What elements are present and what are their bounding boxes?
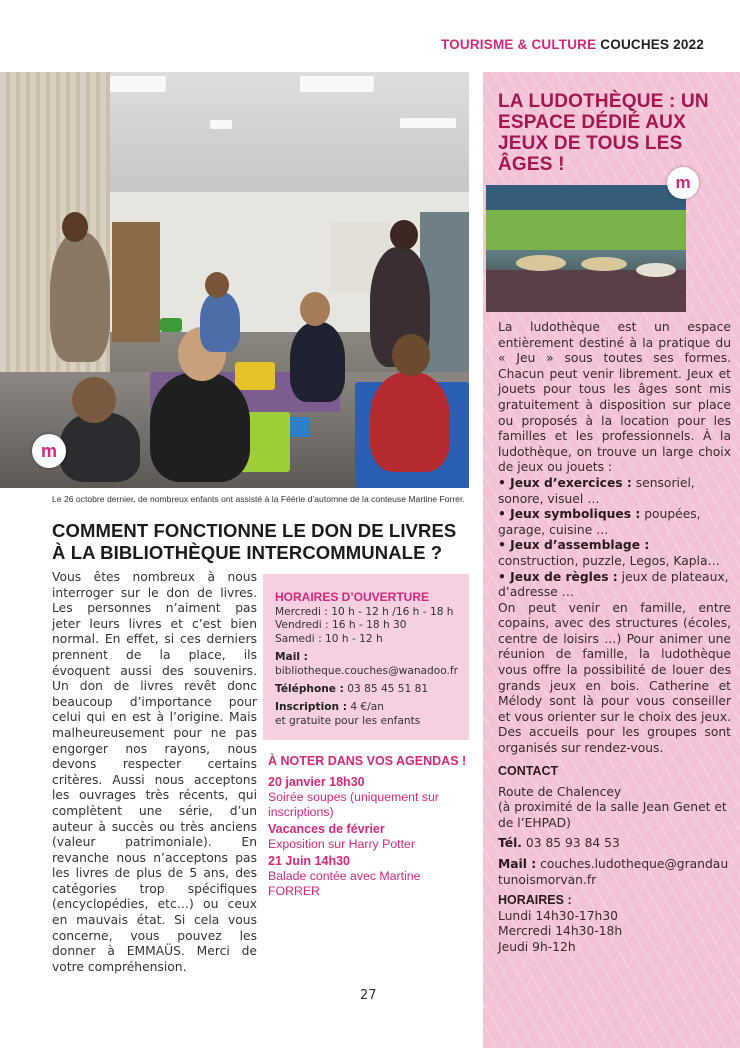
phone-value: 03 85 45 51 81 <box>347 683 429 696</box>
signup-label: Inscription : <box>275 701 347 714</box>
hours-wednesday: Mercredi : 10 h - 12 h /16 h - 18 h <box>275 606 454 618</box>
signup-value: 4 €/an <box>350 701 384 714</box>
item-label: • Jeux symboliques : <box>498 507 641 522</box>
agenda-section <box>268 754 473 901</box>
item-text: sensoriel, sonore, visuel … <box>498 475 695 506</box>
hours-signup <box>275 701 469 714</box>
event-date: Vacances de février <box>268 821 385 836</box>
list-item <box>498 538 731 569</box>
ludotheque-body <box>498 320 731 757</box>
contact-mail-label: Mail : <box>498 856 537 871</box>
hours-saturday: Samedi : 10 h - 12 h <box>275 632 383 645</box>
mail-label: Mail : <box>275 651 308 664</box>
ludotheque-logo: m <box>667 167 699 199</box>
contact-phone-label: Tél. <box>498 836 522 851</box>
contact-hours-line: Lundi 14h30-17h30 <box>498 908 618 923</box>
contact-phone-value: 03 85 93 84 53 <box>525 836 620 851</box>
mail-value[interactable]: bibliotheque.couches@wanadoo.fr <box>275 664 458 677</box>
item-text: poupées, garage, cuisine … <box>498 507 701 537</box>
library-photo <box>0 72 469 488</box>
header-location: COUCHES 2022 <box>600 37 704 52</box>
contact-phone <box>498 836 731 852</box>
photo-caption: Le 26 octobre dernier, de nombreux enfants ont assisté à la Féérie d’automne de la conteuse Martine Forrer. <box>52 494 465 504</box>
hours-phone <box>275 683 469 696</box>
opening-hours-box <box>263 574 469 740</box>
ludotheque-photo <box>486 185 686 312</box>
list-item <box>498 476 731 507</box>
event-desc: Balade contée avec Martine FORRER <box>268 868 421 898</box>
item-label: • Jeux d’exercices : <box>498 475 632 490</box>
article-body: Vous êtes nombreux à nous interroger sur le don de livres. Les personnes n’aiment pas jeter leurs livres et c’est bien normal. En effet, si ces derniers prennent de la place, ils évoquent aussi des souvenirs. Un don de livres revêt donc beaucoup d’importance pour celui qui en est à l’origine. Mais malheureusement pour ne pas engorger nos rayons, nous devons respecter certains critères. Aussi nous acceptons les ouvrages très récents, qui complètent une série, d’un auteur à succès ou très anciens (valeur patrimoniale). En revanche nous n’acceptons pas les livres de plus de 5 ans, des catégories trop spécifiques (encyclopédies, etc…) ou ceux en mauvais état. Si cela vous concerne, vous pouvez les donner à EMMAÜS. Merci de votre compréhension. <box>52 570 257 974</box>
item-label: • Jeux d’assemblage : <box>498 538 650 553</box>
event-desc: Soirée soupes (uniquement sur inscriptions) <box>268 789 439 819</box>
agenda-title: À NOTER DANS VOS AGENDAS ! <box>268 754 467 768</box>
contact-section <box>498 764 731 956</box>
item-label: • Jeux de règles : <box>498 569 618 584</box>
hours-friday: Vendredi : 16 h - 18 h 30 <box>275 619 407 632</box>
signup-note: et gratuite pour les enfants <box>275 714 421 727</box>
event-desc: Exposition sur Harry Potter <box>268 836 415 851</box>
hours-title: HORAIRES D’OUVERTURE <box>275 590 430 604</box>
contact-mail <box>498 857 731 888</box>
event-date: 21 Juin 14h30 <box>268 853 350 868</box>
event-date: 20 janvier 18h30 <box>268 774 365 789</box>
ludotheque-title: LA LUDOTHÈQUE : UN ESPACE DÉDIÉ AUX JEUX DE TOUS LES ÂGES ! <box>498 91 709 175</box>
phone-label: Téléphone : <box>275 683 344 696</box>
contact-address-line2: (à proximité de la salle Jean Genet et de l’EHPAD) <box>498 800 727 830</box>
hours-mail <box>275 651 469 678</box>
contact-hours-title: HORAIRES : <box>498 893 572 908</box>
contact-mail-value[interactable]: couches.ludotheque@grandautunoismorvan.fr <box>498 856 729 887</box>
item-text: construction, puzzle, Legos, Kapla… <box>498 553 720 568</box>
ludotheque-intro: La ludothèque est un espace entièrement destiné à la pratique du « Jeu » sous toutes ses formes. Chacun peut venir librement. Jeux et jouets pour tous les âges sont mis gratuitement à disposition sur place ou proposés à la location pour les familles et les professionnels. À la ludothèque, on trouve un large choix de jeux ou jouets : <box>498 320 731 475</box>
list-item <box>498 570 731 601</box>
page-number: 27 <box>360 988 377 1003</box>
list-item <box>498 507 731 538</box>
contact-hours-line: Mercredi 14h30-18h <box>498 924 623 939</box>
contact-address-line1: Route de Chalencey <box>498 784 622 799</box>
ludotheque-outro: On peut venir en famille, entre copains, avec des structures (écoles, centre de loisirs …) Pour animer une réunion de famille, la ludothèque vous offre la possibilité de louer des grands jeux en bois. Catherine et Mélody sont là pour vous conseiller et vous orienter sur le choix des jeux. Des accueils pour les groupes sont organisés sur rendez-vous. <box>498 600 731 756</box>
article-title: COMMENT FONCTIONNE LE DON DE LIVRES À LA BIBLIOTHÈQUE INTERCOMMUNALE ? <box>52 520 457 563</box>
page-header <box>441 37 704 52</box>
header-category: TOURISME & CULTURE <box>440 37 597 52</box>
item-text: jeux de plateaux, d’adresse … <box>498 569 729 600</box>
library-logo: m <box>32 434 66 468</box>
contact-title: CONTACT <box>498 764 559 778</box>
contact-hours-line: Jeudi 9h-12h <box>498 939 576 954</box>
